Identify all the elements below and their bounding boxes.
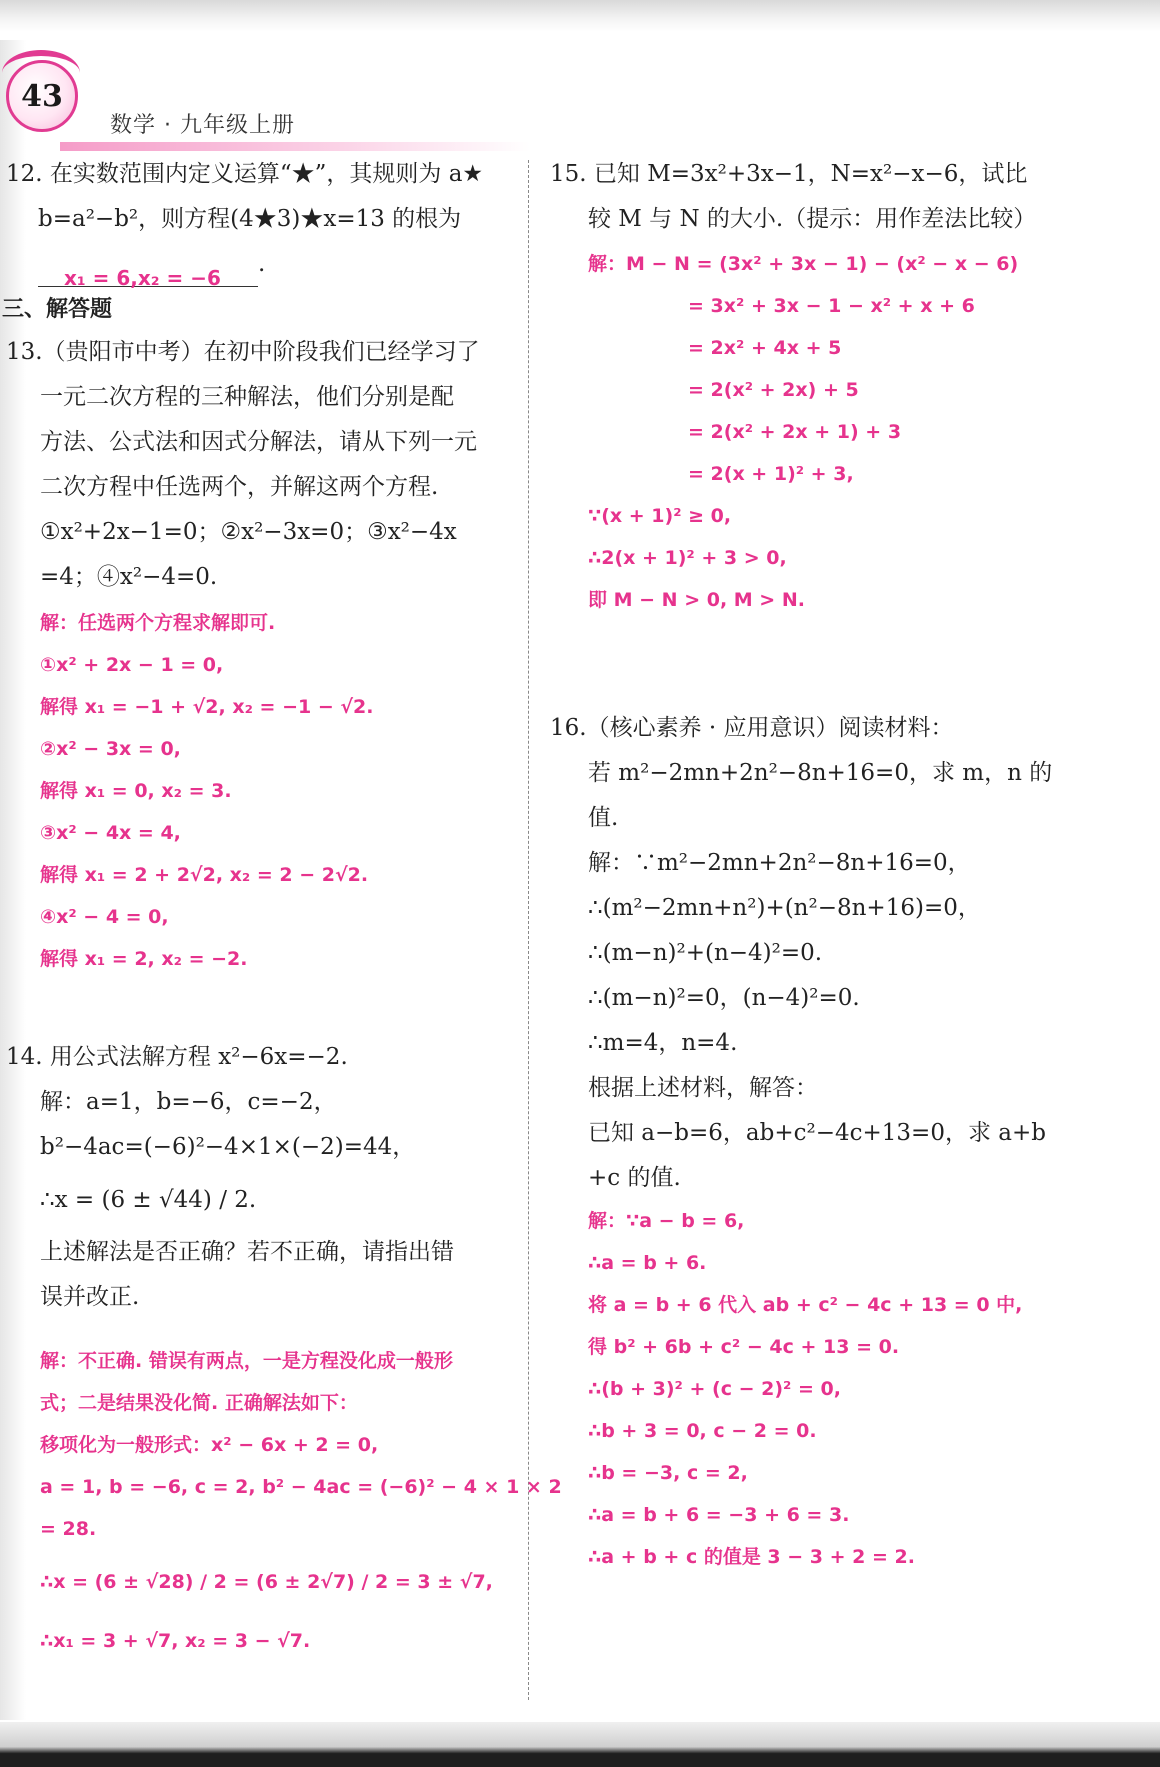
q15-solution-line: 即 M − N > 0, M > N. <box>588 589 805 611</box>
q16-solution-line: ∴b = −3, c = 2, <box>588 1462 748 1484</box>
q16-solution-line: ∴a = b + 6. <box>588 1252 707 1274</box>
q14-solution-line: = 28. <box>40 1518 97 1540</box>
q16-line: ∴(m−n)²=0，(n−4)²=0. <box>588 985 860 1011</box>
q13-solution-line: ③x² − 4x = 4, <box>40 822 181 844</box>
q14-solution-line: ∴x = (6 ± √28) / 2 = (6 ± 2√7) / 2 = 3 ± √7, <box>40 1571 493 1593</box>
q16-line: 根据上述材料，解答： <box>588 1075 818 1101</box>
q14-solution-line: 式；二是结果没化简. 正确解法如下： <box>40 1392 358 1414</box>
q15-solution-line: = 3x² + 3x − 1 − x² + x + 6 <box>688 295 975 317</box>
q12-blank-tail: . <box>258 251 266 277</box>
q13-line: 一元二次方程的三种解法，他们分别是配 <box>40 384 454 410</box>
question-12 <box>6 152 484 290</box>
question-16 <box>550 706 1052 1201</box>
q13-solution-line: 解得 x₁ = 2, x₂ = −2. <box>40 948 248 970</box>
q15-solution-line: = 2(x + 1)² + 3, <box>688 463 854 485</box>
q15-line: 15. 已知 M=3x²+3x−1，N=x²−x−6，试比 <box>550 161 1028 187</box>
q13-solution-line: 解得 x₁ = −1 + √2, x₂ = −1 − √2. <box>40 696 374 718</box>
q16-line: 已知 a−b=6，ab+c²−4c+13=0，求 a+b <box>588 1120 1046 1146</box>
q15-solution-line: ∴2(x + 1)² + 3 > 0, <box>588 547 787 569</box>
q13-solution-line: ④x² − 4 = 0, <box>40 906 169 928</box>
q12-answer: x₁ = 6,x₂ = −6 <box>64 266 221 290</box>
q14-solution-line: ∴x₁ = 3 + √7, x₂ = 3 − √7. <box>40 1630 311 1652</box>
question-13 <box>6 330 480 600</box>
q13-solution-line: ①x² + 2x − 1 = 0, <box>40 654 224 676</box>
book-title: 数学 · 九年级上册 <box>110 113 295 138</box>
q13-solution-line: 解得 x₁ = 2 + 2√2, x₂ = 2 − 2√2. <box>40 864 369 886</box>
q14-line: 上述解法是否正确？若不正确，请指出错 <box>40 1239 454 1265</box>
q15-solution-line: = 2x² + 4x + 5 <box>688 337 842 359</box>
q15-solution-line: = 2(x² + 2x) + 5 <box>688 379 859 401</box>
header-decor-bar <box>60 142 530 151</box>
q13-line: 13.（贵阳市中考）在初中阶段我们已经学习了 <box>6 339 480 365</box>
q16-line: +c 的值. <box>588 1165 681 1191</box>
q14-line: 14. 用公式法解方程 x²−6x=−2. <box>6 1044 348 1070</box>
q15-line: 较 M 与 N 的大小.（提示：用作差法比较） <box>588 206 1037 232</box>
q16-solution-line: ∴(b + 3)² + (c − 2)² = 0, <box>588 1378 841 1400</box>
q13-line: =4；④x²−4=0. <box>40 564 218 590</box>
q16-solution-line: ∴b + 3 = 0, c − 2 = 0. <box>588 1420 817 1442</box>
q15-solution-line: 解：M − N = (3x² + 3x − 1) − (x² − x − 6) <box>588 253 1019 275</box>
q16-line: ∴(m−n)²+(n−4)²=0. <box>588 940 823 966</box>
q16-solution-line: ∴a = b + 6 = −3 + 6 = 3. <box>588 1504 850 1526</box>
q12-line: 12. 在实数范围内定义运算“★”，其规则为 a★ <box>6 161 484 187</box>
section-title: 三、解答题 <box>2 297 113 322</box>
bottom-edge-shadow <box>0 1722 1160 1767</box>
q12-answer-blank <box>38 256 258 290</box>
q13-solution-line: 解得 x₁ = 0, x₂ = 3. <box>40 780 232 802</box>
q16-line: ∴m=4，n=4. <box>588 1030 738 1056</box>
q12-line: b=a²−b²，则方程(4★3)★x=13 的根为 <box>38 206 462 232</box>
question-14 <box>6 1035 454 1320</box>
q16-line: 若 m²−2mn+2n²−8n+16=0，求 m，n 的 <box>588 760 1053 786</box>
q16-line: 16.（核心素养 · 应用意识）阅读材料： <box>550 715 954 741</box>
q16-solution-line: ∴a + b + c 的值是 3 − 3 + 2 = 2. <box>588 1546 915 1568</box>
q15-solution-line: = 2(x² + 2x + 1) + 3 <box>688 421 902 443</box>
q16-solution-line: 得 b² + 6b + c² − 4c + 13 = 0. <box>588 1336 900 1358</box>
q15-solution-line: ∵(x + 1)² ≥ 0, <box>588 505 732 527</box>
q16-solution-line: 解：∵a − b = 6, <box>588 1210 745 1232</box>
q13-line: ①x²+2x−1=0；②x²−3x=0；③x²−4x <box>40 519 457 545</box>
top-edge-shadow <box>0 0 1160 32</box>
q16-line: ∴(m²−2mn+n²)+(n²−8n+16)=0， <box>588 895 981 921</box>
q14-line: ∴x = (6 ± √44) / 2. <box>40 1187 257 1213</box>
q16-line: 值. <box>588 805 619 831</box>
q14-solution-line: 移项化为一般形式：x² − 6x + 2 = 0, <box>40 1434 379 1456</box>
page-number-badge <box>6 60 78 132</box>
q14-solution-line: 解：不正确. 错误有两点，一是方程没化成一般形 <box>40 1350 453 1372</box>
q13-line: 方法、公式法和因式分解法，请从下列一元 <box>40 429 477 455</box>
q13-solution-line: 解：任选两个方程求解即可. <box>40 612 276 634</box>
q14-solution-line: a = 1, b = −6, c = 2, b² − 4ac = (−6)² − 4 × 1 × 2 <box>40 1476 562 1498</box>
q14-line: 解：a=1，b=−6，c=−2， <box>40 1089 337 1115</box>
q13-solution-line: ②x² − 3x = 0, <box>40 738 181 760</box>
q14-line: b²−4ac=(−6)²−4×1×(−2)=44， <box>40 1134 416 1160</box>
q14-line: 误并改正. <box>40 1284 140 1310</box>
q16-solution-line: 将 a = b + 6 代入 ab + c² − 4c + 13 = 0 中, <box>588 1294 1023 1316</box>
q16-solution <box>588 1200 1022 1578</box>
question-15 <box>550 152 1036 242</box>
q16-line: 解：∵m²−2mn+2n²−8n+16=0， <box>588 850 971 876</box>
q13-line: 二次方程中任选两个，并解这两个方程. <box>40 474 439 500</box>
q13-solution <box>40 602 373 980</box>
q15-solution <box>588 243 1018 621</box>
q14-solution <box>40 1340 562 1668</box>
page-number: 43 <box>21 78 63 114</box>
